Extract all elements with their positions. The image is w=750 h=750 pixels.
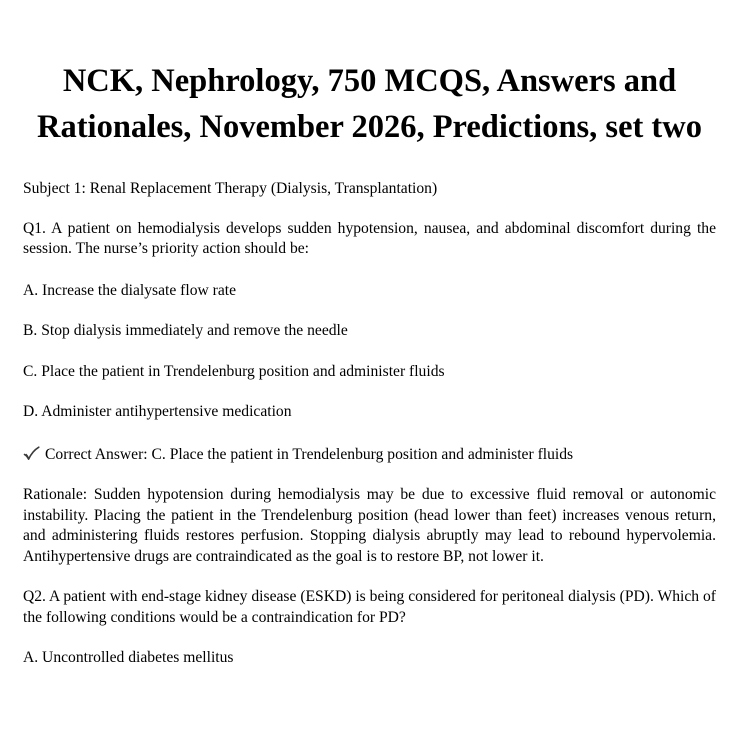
question-1-option-b: B. Stop dialysis immediately and remove the needle xyxy=(23,322,348,339)
question-1-option-c: C. Place the patient in Trendelenburg position and administer fluids xyxy=(23,362,445,380)
question-1-stem: Q1. A patient on hemodialysis develops sudden hypotension, nausea, and abdominal discomfort during the session. The nurse’s priority action should be: xyxy=(23,219,716,257)
question-2-stem: Q2. A patient with end-stage kidney disease (ESKD) is being considered for peritoneal dialysis (PD). Which of the following conditions would be a contraindication for PD? xyxy=(23,588,716,626)
question-1-answer xyxy=(23,445,716,466)
question-1-option-d: D. Administer antihypertensive medication xyxy=(23,403,292,420)
question-1-rationale: Rationale: Sudden hypotension during hemodialysis may be due to excessive fluid removal or autonomic instability. Placing the patient in the Trendelenburg position (head lower than feet) increases venous return, and administering fluids restores perfusion. Stopping dialysis abruptly may lead to rebound hypervolemia. Antihypertensive drugs are contraindicated as the goal is to restore BP, not lower it. xyxy=(23,486,716,565)
subject-heading: Subject 1: Renal Replacement Therapy (Dialysis, Transplantation) xyxy=(23,180,438,197)
document-title: NCK, Nephrology, 750 MCQS, Answers and Rationales, November 2026, Predictions, set two xyxy=(37,63,702,145)
question-1-option-a: A. Increase the dialysate flow rate xyxy=(23,281,237,299)
question-2-option-a: A. Uncontrolled diabetes mellitus xyxy=(23,649,234,666)
check-mark-icon xyxy=(23,446,40,461)
question-1-answer-text: Correct Answer: C. Place the patient in Trendelenburg position and administer fluids xyxy=(45,445,574,463)
